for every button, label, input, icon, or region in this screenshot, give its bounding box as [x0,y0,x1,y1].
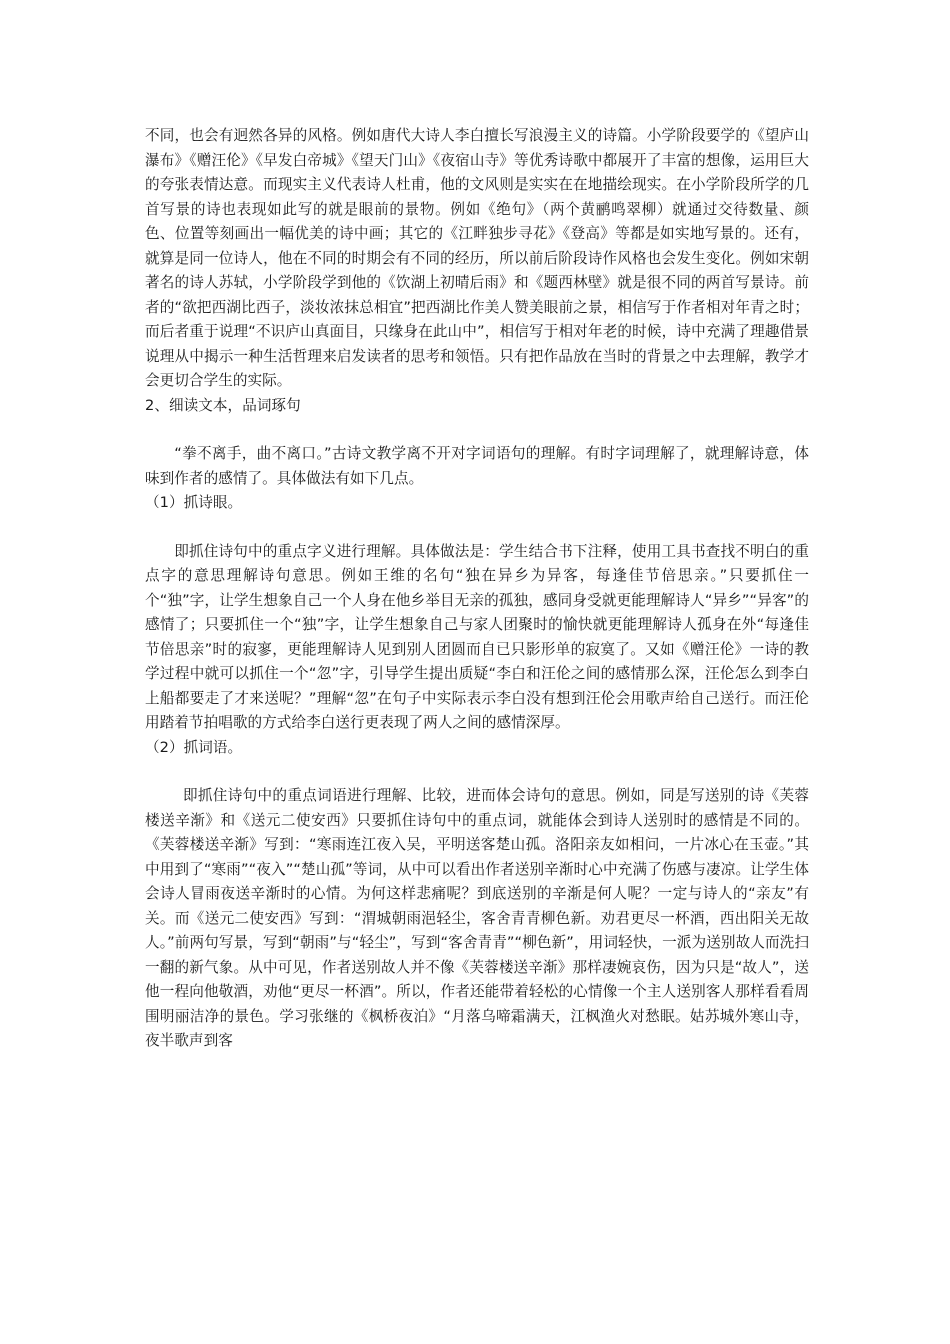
document-body [145,124,809,1054]
subheading-2: （2）抓词语。 [145,738,243,756]
subheading-1: （1）抓诗眼。 [145,494,243,511]
paragraph-4: 即抓住诗句中的重点词语进行理解、比较，进而体会诗句的意思。例如，同是写送别的诗《芙蓉楼送辛渐》和《送元二使安西》只要抓住诗句中的重点词，就能体会到诗人送别时的感情是不同的。《芙蓉楼送辛渐》写到：“寒雨连江夜入吴，平明送客楚山孤。洛阳亲友如相问，一片冰心在玉壶。”其中用到了“寒雨”“夜入”“楚山孤”等词，从中可以看出作者送别辛渐时心中充满了伤感与凄凉。让学生体会诗人冒雨夜送辛渐时的心情。为何这样悲痛呢？到底送别的辛渐是何人呢？一定与诗人的“亲友”有关。而《送元二使安西》写到：“渭城朝雨浥轻尘，客舍青青柳色新。劝君更尽一杯酒，西出阳关无故人。”前两句写景，写到“朝雨”与“轻尘”，写到“客舍青青”“柳色新”，用词轻快，一派为送别故人而洗扫一翻的新气象。从中可见，作者送别故人并不像《芙蓉楼送辛渐》那样凄婉哀伤，因为只是“故人”，送他一程向他敬酒，劝他“更尽一杯酒”。所以，作者还能带着轻松的心情像一个主人送别客人那样看看周围明丽洁净的景色。学习张继的《枫桥夜泊》“月落乌啼霜满天，江枫渔火对愁眠。姑苏城外寒山寺，夜半歌声到客 [145,787,809,1049]
paragraph-intro: 不同，也会有迥然各异的风格。例如唐代大诗人李白擅长写浪漫主义的诗篇。小学阶段要学的《望庐山瀑布》《赠汪伦》《早发白帝城》《望天门山》《夜宿山寺》等优秀诗歌中都展开了丰富的想像，运用巨大的夸张表情达意。而现实主义代表诗人杜甫，他的文风则是实实在在地描绘现实。在小学阶段所学的几首写景的诗也表现如此写的就是眼前的景物。例如《绝句》（两个黄鹂鸣翠柳）就通过交待数量、颜色、位置等刻画出一幅优美的诗中画；其它的《江畔独步寻花》《登高》等都是如实地写景的。还有，就算是同一位诗人，他在不同的时期会有不同的经历，所以前后阶段诗作风格也会发生变化。例如宋朝著名的诗人苏轼，小学阶段学到他的《饮湖上初晴后雨》和《题西林壁》就是很不同的两首写景诗。前者的“欲把西湖比西子，淡妆浓抹总相宜”把西湖比作美人赞美眼前之景，相信写于作者相对年青之时；而后者重于说理“不识庐山真面目，只缘身在此山中”，相信写于相对年老的时候，诗中充满了理趣借景说理从中揭示一种生活哲理来启发读者的思考和领悟。只有把作品放在当时的背景之中去理解，教学才会更切合学生的实际。 [145,127,809,389]
section-heading-2: 2、细读文本，品词琢句 [145,396,301,414]
paragraph-2: “拳不离手，曲不离口。”古诗文教学离不开对字词语句的理解。有时字词理解了，就理解诗意，体味到作者的感情了。具体做法有如下几点。 [145,445,809,487]
paragraph-3: 即抓住诗句中的重点字义进行理解。具体做法是：学生结合书下注释，使用工具书查找不明白的重点字的意思理解诗句意思。例如王维的名句“独在异乡为异客，每逢佳节倍思亲。”只要抓住一个“独”字，让学生想象自己一个人身在他乡举目无亲的孤独，感同身受就更能理解诗人“异乡”“异客”的感情了；只要抓住一个“独”字，让学生想象自己与家人团聚时的愉快就更能理解诗人孤身在外“每逢佳节倍思亲”时的寂寥，更能理解诗人见到别人团圆而自已只影形单的寂寞了。又如《赠汪伦》一诗的教学过程中就可以抓住一个“忽”字，引导学生提出质疑“李白和汪伦之间的感情那么深，汪伦怎么到李白上船都要走了才来送呢？”理解“忽”在句子中实际表示李白没有想到汪伦会用歌声给自己送行。而汪伦用踏着节拍唱歌的方式给李白送行更表现了两人之间的感情深厚。 [145,542,809,731]
